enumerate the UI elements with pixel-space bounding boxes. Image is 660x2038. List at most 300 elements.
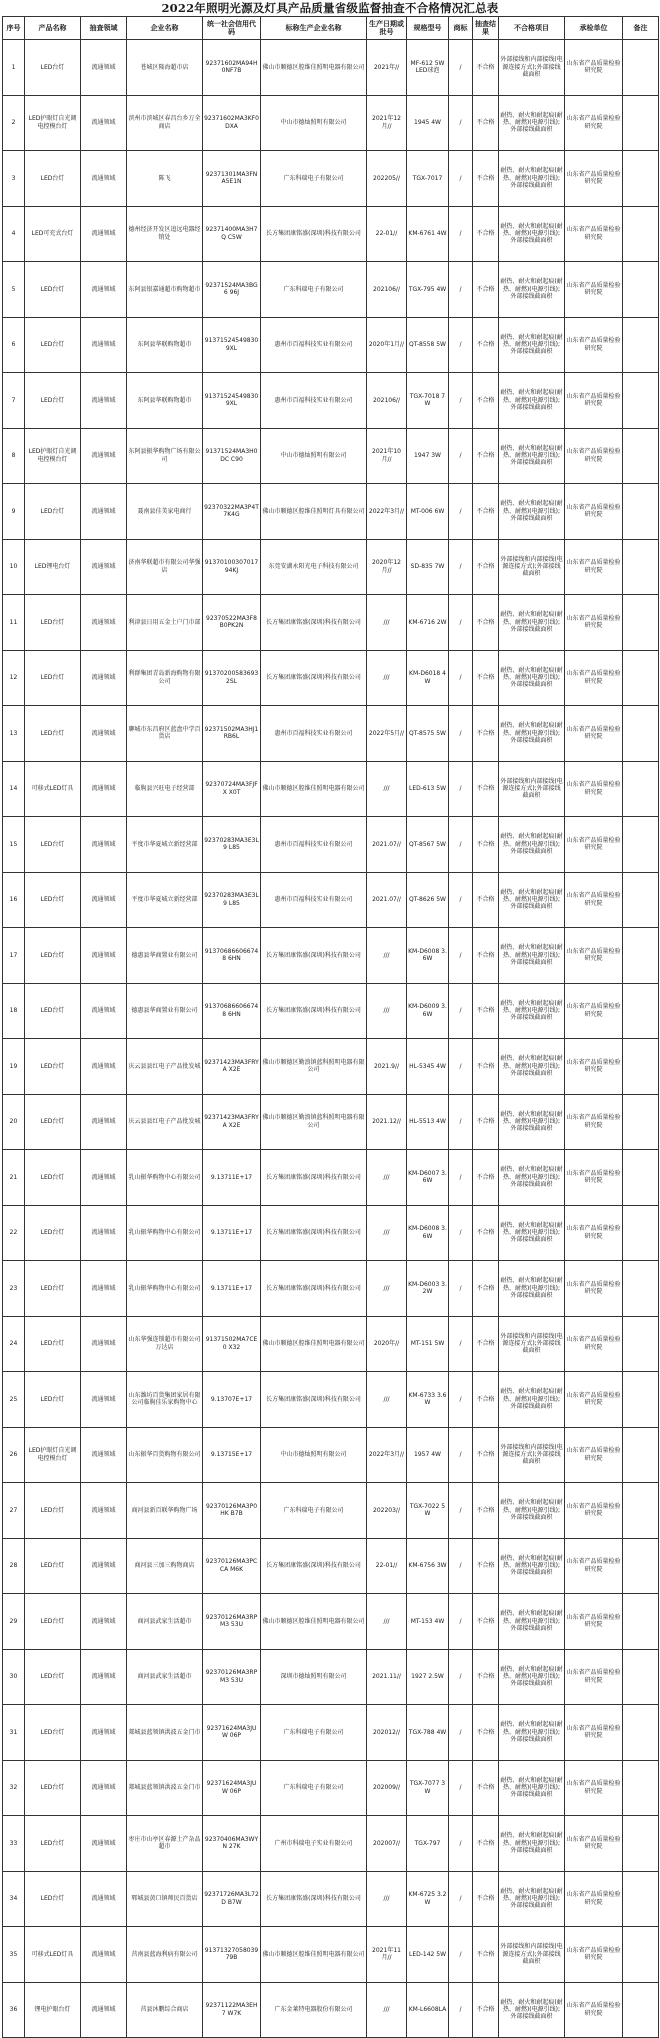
cell-testing-unit: 山东省产品质量检验研究院 [565, 817, 623, 873]
cell-credit-code: 92370406MA3WYN 27K [203, 1816, 261, 1872]
cell-manufacturer: 广东科瑞电子有限公司 [261, 1760, 367, 1816]
cell-remarks [623, 1316, 659, 1372]
cell-credit-code: 92370126MA3P0HK B7B [203, 1483, 261, 1539]
cell-credit-code: 9.13707E+17 [203, 1372, 261, 1428]
cell-sampling-field: 流通领域 [81, 983, 127, 1039]
cell-production-date: 2021年11月// [367, 1927, 407, 1983]
cell-product-name: LED护眼灯自光调电控模台灯 [25, 1427, 81, 1483]
cell-production-date: 2020年12月// [367, 539, 407, 595]
cell-product-name: LED台灯 [25, 373, 81, 429]
cell-model: 1947 3W [407, 428, 449, 484]
cell-model: 1957 4W [407, 1427, 449, 1483]
table-row [3, 1927, 659, 1983]
cell-credit-code: 92370126MA3PCCA M6K [203, 1538, 261, 1594]
cell-remarks [623, 1705, 659, 1761]
cell-index: 15 [3, 817, 25, 873]
cell-trademark: / [449, 1760, 473, 1816]
cell-credit-code: 9.13711E+17 [203, 1261, 261, 1317]
cell-failed-items: 耐热、耐火和耐起痕(耐热、耐燃)(电源引线);外部接线截面积 [499, 317, 565, 373]
cell-result: 不合格 [473, 539, 499, 595]
cell-production-date: /// [367, 1205, 407, 1261]
header-row [3, 17, 659, 40]
cell-testing-unit: 山东省产品质量检验研究院 [565, 1483, 623, 1539]
cell-failed-items: 外部接线和内部接线(电源连接方式);外部接线截面积 [499, 1427, 565, 1483]
cell-credit-code: 91370200583693 2SL [203, 650, 261, 706]
cell-sampling-field: 流通领域 [81, 1816, 127, 1872]
cell-testing-unit: 山东省产品质量检验研究院 [565, 761, 623, 817]
cell-production-date: 202009// [367, 1760, 407, 1816]
table-row [3, 262, 659, 318]
cell-product-name: LED台灯 [25, 1261, 81, 1317]
cell-model: MT-151 5W [407, 1316, 449, 1372]
table-row [3, 1372, 659, 1428]
cell-manufacturer: 佛山市顺德区勤浪镇蓝科照明电器有限公司 [261, 1039, 367, 1095]
cell-trademark: / [449, 484, 473, 540]
cell-result: 不合格 [473, 1927, 499, 1983]
cell-model: TGX-788 4W [407, 1705, 449, 1761]
cell-credit-code: 92370322MA3P4T7K4G [203, 484, 261, 540]
table-row [3, 373, 659, 429]
cell-product-name: LED台灯 [25, 1705, 81, 1761]
cell-testing-unit: 山东省产品质量检验研究院 [565, 262, 623, 318]
cell-testing-unit: 山东省产品质量检验研究院 [565, 1927, 623, 1983]
cell-remarks [623, 95, 659, 151]
cell-manufacturer: 广东科瑞电子有限公司 [261, 151, 367, 207]
cell-failed-items: 耐热、耐火和耐起痕(耐热、耐燃)(电源引线);外部接线截面积 [499, 95, 565, 151]
cell-index: 5 [3, 262, 25, 318]
cell-manufacturer: 佛山市顺德区腔维佳照明电器有限公司 [261, 40, 367, 96]
cell-result: 不合格 [473, 1094, 499, 1150]
cell-index: 33 [3, 1816, 25, 1872]
cell-product-name: LED护眼灯自光调电控模台灯 [25, 95, 81, 151]
cell-testing-unit: 山东省产品质量检验研究院 [565, 1649, 623, 1705]
cell-trademark: / [449, 1205, 473, 1261]
cell-model: KM-6733 3.6W [407, 1372, 449, 1428]
cell-credit-code: 92371502MA3HJ1RB6L [203, 706, 261, 762]
cell-failed-items: 耐热、耐火和耐起痕(耐热、耐燃)(电源引线);外部接线截面积 [499, 1594, 565, 1650]
cell-model: KM-6756 3W [407, 1538, 449, 1594]
cell-trademark: / [449, 1816, 473, 1872]
cell-product-name: LED台灯 [25, 484, 81, 540]
cell-company-name: 德惠县华商置业有限公司 [127, 928, 203, 984]
table-row [3, 539, 659, 595]
header-testing-unit: 承检单位 [565, 17, 623, 40]
cell-product-name: LED台灯 [25, 983, 81, 1039]
cell-company-name: 乳山振华购物中心有限公司 [127, 1150, 203, 1206]
cell-model: TGX-7077 3W [407, 1760, 449, 1816]
cell-result: 不合格 [473, 1705, 499, 1761]
cell-remarks [623, 1261, 659, 1317]
cell-result: 不合格 [473, 817, 499, 873]
cell-result: 不合格 [473, 1205, 499, 1261]
cell-failed-items: 耐热、耐火和耐起痕(耐热、耐燃)(电源引线);外部接线截面积 [499, 1538, 565, 1594]
table-row [3, 595, 659, 651]
cell-production-date: /// [367, 1594, 407, 1650]
table-row [3, 928, 659, 984]
cell-index: 19 [3, 1039, 25, 1095]
cell-production-date: 22-01// [367, 206, 407, 262]
cell-product-name: LED锂电台灯 [25, 539, 81, 595]
cell-index: 9 [3, 484, 25, 540]
cell-company-name: 陈飞 [127, 151, 203, 207]
table-row [3, 1427, 659, 1483]
cell-credit-code: 92370126MA3RPM3 53U [203, 1649, 261, 1705]
cell-remarks [623, 1205, 659, 1261]
cell-company-name: 商河县新百联华购物广场 [127, 1483, 203, 1539]
cell-product-name: LED台灯 [25, 706, 81, 762]
cell-company-name: 庆云县县红电子产品批发城 [127, 1039, 203, 1095]
cell-result: 不合格 [473, 484, 499, 540]
header-company-name: 企业名称 [127, 17, 203, 40]
cell-sampling-field: 流通领域 [81, 1760, 127, 1816]
cell-testing-unit: 山东省产品质量检验研究院 [565, 373, 623, 429]
cell-sampling-field: 流通领域 [81, 595, 127, 651]
cell-product-name: LED台灯 [25, 1205, 81, 1261]
cell-remarks [623, 872, 659, 928]
cell-index: 35 [3, 1927, 25, 1983]
cell-remarks [623, 706, 659, 762]
cell-testing-unit: 山东省产品质量检验研究院 [565, 595, 623, 651]
cell-result: 不合格 [473, 1427, 499, 1483]
cell-index: 34 [3, 1871, 25, 1927]
cell-manufacturer: 广东科瑞电子有限公司 [261, 1483, 367, 1539]
cell-failed-items: 耐热、耐火和耐起痕(耐热、耐燃)(电源引线);外部接线截面积 [499, 1205, 565, 1261]
cell-result: 不合格 [473, 40, 499, 96]
cell-model: KM-6761 4W [407, 206, 449, 262]
cell-model: HL-5345 4W [407, 1039, 449, 1095]
cell-company-name: 利群集团青岛新海购物有限公司 [127, 650, 203, 706]
cell-failed-items: 外部接线和内部接线(电源连接方式);外部接线截面积 [499, 1927, 565, 1983]
cell-trademark: / [449, 539, 473, 595]
cell-sampling-field: 流通领域 [81, 1982, 127, 2038]
cell-remarks [623, 373, 659, 429]
cell-product-name: LED台灯 [25, 817, 81, 873]
cell-production-date: /// [367, 595, 407, 651]
cell-credit-code: 92371400MA3H7Q C5W [203, 206, 261, 262]
cell-product-name: LED台灯 [25, 1760, 81, 1816]
cell-production-date: /// [367, 1871, 407, 1927]
cell-index: 24 [3, 1316, 25, 1372]
cell-manufacturer: 佛山市顺德区腔维佳照明电器有限公司 [261, 1927, 367, 1983]
cell-result: 不合格 [473, 1871, 499, 1927]
table-row [3, 428, 659, 484]
cell-manufacturer: 长方集团康铭盛(深圳)科技有限公司 [261, 1871, 367, 1927]
table-row [3, 1205, 659, 1261]
cell-remarks [623, 1816, 659, 1872]
table-row [3, 1039, 659, 1095]
cell-model: KM-D6018 4W [407, 650, 449, 706]
cell-credit-code: 91371327058039 79B [203, 1927, 261, 1983]
cell-production-date: /// [367, 1261, 407, 1317]
cell-testing-unit: 山东省产品质量检验研究院 [565, 1316, 623, 1372]
cell-production-date: 202205// [367, 151, 407, 207]
cell-index: 7 [3, 373, 25, 429]
cell-company-name: 山东潍坊百货集团家居有限公司临朐佳乐家购物中心 [127, 1372, 203, 1428]
cell-credit-code: 92371624MA3JUW 06P [203, 1760, 261, 1816]
cell-model: TGX-7017 [407, 151, 449, 207]
cell-company-name: 济南华联超市有限公司华强店 [127, 539, 203, 595]
cell-product-name: LED台灯 [25, 40, 81, 96]
cell-manufacturer: 广东金莱特电器股份有限公司 [261, 1982, 367, 2038]
cell-failed-items: 耐热、耐火和耐起痕(耐热、耐燃)(电源引线);外部接线截面积 [499, 1039, 565, 1095]
cell-index: 25 [3, 1372, 25, 1428]
cell-trademark: / [449, 706, 473, 762]
cell-testing-unit: 山东省产品质量检验研究院 [565, 1871, 623, 1927]
cell-product-name: LED台灯 [25, 1094, 81, 1150]
cell-company-name: 东阿县银嘉通超市购物超市 [127, 262, 203, 318]
cell-product-name: LED台灯 [25, 1871, 81, 1927]
cell-model: HL-5513 4W [407, 1094, 449, 1150]
cell-manufacturer: 长方集团康铭盛(深圳)科技有限公司 [261, 206, 367, 262]
cell-remarks [623, 539, 659, 595]
table-row [3, 872, 659, 928]
cell-model: KM-D6007 3.6W [407, 1150, 449, 1206]
cell-model: MT-153 4W [407, 1594, 449, 1650]
cell-result: 不合格 [473, 1372, 499, 1428]
cell-testing-unit: 山东省产品质量检验研究院 [565, 484, 623, 540]
cell-sampling-field: 流通领域 [81, 40, 127, 96]
cell-credit-code: 92371602MA94H0NF7B [203, 40, 261, 96]
cell-company-name: 枣庄市山亭区春源土产杂品超市 [127, 1816, 203, 1872]
cell-failed-items: 耐热、耐火和耐起痕(耐热、耐燃)(电源引线);外部接线截面积 [499, 1982, 565, 2038]
cell-production-date: /// [367, 983, 407, 1039]
cell-testing-unit: 山东省产品质量检验研究院 [565, 428, 623, 484]
cell-credit-code: 92371726MA3L72D B7W [203, 1871, 261, 1927]
cell-company-name: 商河县武家生活超市 [127, 1594, 203, 1650]
table-body [3, 40, 659, 2038]
cell-failed-items: 外部接线和内部接线(电源连接方式);外部接线截面积 [499, 761, 565, 817]
cell-company-name: 莒县沐鹏综合商店 [127, 1982, 203, 2038]
cell-sampling-field: 流通领域 [81, 650, 127, 706]
cell-credit-code: 92371602MA3KF0DXA [203, 95, 261, 151]
cell-trademark: / [449, 1316, 473, 1372]
cell-model: KM-L6608LA [407, 1982, 449, 2038]
cell-company-name: 东阿县振华购物广场有限公司 [127, 428, 203, 484]
cell-index: 8 [3, 428, 25, 484]
cell-production-date: 2021.12// [367, 1094, 407, 1150]
cell-result: 不合格 [473, 1982, 499, 2038]
cell-production-date: 2021.11// [367, 1649, 407, 1705]
cell-trademark: / [449, 1483, 473, 1539]
cell-credit-code: 92370126MA3RPM3 53U [203, 1594, 261, 1650]
cell-testing-unit: 山东省产品质量检验研究院 [565, 1427, 623, 1483]
cell-result: 不合格 [473, 373, 499, 429]
cell-failed-items: 耐热、耐火和耐起痕(耐热、耐燃)(电源引线);外部接线截面积 [499, 1483, 565, 1539]
table-row [3, 1760, 659, 1816]
cell-company-name: 商河县三加三购物商店 [127, 1538, 203, 1594]
cell-testing-unit: 山东省产品质量检验研究院 [565, 1261, 623, 1317]
cell-trademark: / [449, 872, 473, 928]
cell-testing-unit: 山东省产品质量检验研究院 [565, 95, 623, 151]
cell-index: 2 [3, 95, 25, 151]
cell-trademark: / [449, 1261, 473, 1317]
cell-trademark: / [449, 262, 473, 318]
cell-company-name: 东阿县华联购物超市 [127, 373, 203, 429]
cell-product-name: LED台灯 [25, 151, 81, 207]
cell-failed-items: 外部接线和内部接线(电源连接方式);外部接线截面积 [499, 40, 565, 96]
cell-manufacturer: 广州市科瑞电子实业有限公司 [261, 1816, 367, 1872]
cell-testing-unit: 山东省产品质量检验研究院 [565, 928, 623, 984]
cell-failed-items: 耐热、耐火和耐起痕(耐热、耐燃)(电源引线);外部接线截面积 [499, 262, 565, 318]
cell-product-name: LED台灯 [25, 1150, 81, 1206]
cell-remarks [623, 1372, 659, 1428]
cell-model: 1945 4W [407, 95, 449, 151]
cell-failed-items: 耐热、耐火和耐起痕(耐热、耐燃)(电源引线);外部接线截面积 [499, 1261, 565, 1317]
cell-trademark: / [449, 983, 473, 1039]
summary-table [2, 16, 659, 2038]
header-trademark: 商标 [449, 17, 473, 40]
cell-failed-items: 耐热、耐火和耐起痕(耐热、耐燃)(电源引线);外部接线截面积 [499, 206, 565, 262]
cell-product-name: LED台灯 [25, 1538, 81, 1594]
cell-credit-code: 92370283MA3E3L9 L85 [203, 872, 261, 928]
cell-product-name: LED台灯 [25, 595, 81, 651]
cell-trademark: / [449, 1871, 473, 1927]
cell-manufacturer: 长方集团康铭盛(深圳)科技有限公司 [261, 595, 367, 651]
cell-trademark: / [449, 206, 473, 262]
cell-company-name: 郯城县蓝领镇洪波五金门市 [127, 1760, 203, 1816]
cell-result: 不合格 [473, 1649, 499, 1705]
cell-result: 不合格 [473, 1039, 499, 1095]
cell-sampling-field: 流通领域 [81, 373, 127, 429]
cell-product-name: LED台灯 [25, 1372, 81, 1428]
cell-manufacturer: 佛山市顺德区腔维佳照明电器有限公司 [261, 1316, 367, 1372]
cell-production-date: 202106// [367, 262, 407, 318]
cell-model: LED-142 5W [407, 1927, 449, 1983]
cell-production-date: 2021年10月// [367, 428, 407, 484]
cell-result: 不合格 [473, 1594, 499, 1650]
cell-remarks [623, 484, 659, 540]
cell-result: 不合格 [473, 428, 499, 484]
cell-sampling-field: 流通领域 [81, 1594, 127, 1650]
cell-credit-code: 91371524549830 9XL [203, 317, 261, 373]
cell-remarks [623, 317, 659, 373]
cell-sampling-field: 流通领域 [81, 1927, 127, 1983]
cell-sampling-field: 流通领域 [81, 151, 127, 207]
cell-model: KM-6716 2W [407, 595, 449, 651]
cell-failed-items: 耐热、耐火和耐起痕(耐热、耐燃)(电源引线);外部接线截面积 [499, 1094, 565, 1150]
cell-credit-code: 92371122MA3EH7 W7K [203, 1982, 261, 2038]
cell-production-date: 2021年12月// [367, 95, 407, 151]
cell-production-date: /// [367, 1982, 407, 2038]
cell-model: QT-8567 5W [407, 817, 449, 873]
cell-product-name: 可移式LED灯具 [25, 761, 81, 817]
cell-model: TGX-797 [407, 1816, 449, 1872]
cell-manufacturer: 佛山市顺德区腔维佳照明电器有限公司 [261, 761, 367, 817]
cell-manufacturer: 惠州市百福科技实业有限公司 [261, 706, 367, 762]
table-row [3, 1649, 659, 1705]
cell-index: 10 [3, 539, 25, 595]
cell-failed-items: 外部接线和内部接线(电源连接方式);外部接线截面积 [499, 539, 565, 595]
table-row [3, 1094, 659, 1150]
cell-result: 不合格 [473, 983, 499, 1039]
cell-index: 14 [3, 761, 25, 817]
cell-sampling-field: 流通领域 [81, 928, 127, 984]
cell-testing-unit: 山东省产品质量检验研究院 [565, 539, 623, 595]
cell-manufacturer: 惠州市百福科技实业有限公司 [261, 817, 367, 873]
cell-product-name: 可移式LED灯具 [25, 1927, 81, 1983]
cell-remarks [623, 262, 659, 318]
cell-remarks [623, 1427, 659, 1483]
cell-company-name: 聊城市东昌府区蓝盘中学百货店 [127, 706, 203, 762]
cell-model: TGX-795 4W [407, 262, 449, 318]
cell-index: 21 [3, 1150, 25, 1206]
cell-failed-items: 耐热、耐火和耐起痕(耐热、耐燃)(电源引线);外部接线截面积 [499, 650, 565, 706]
cell-manufacturer: 长方集团康铭盛(深圳)科技有限公司 [261, 650, 367, 706]
table-row [3, 317, 659, 373]
cell-sampling-field: 流通领域 [81, 1649, 127, 1705]
cell-production-date: 202012// [367, 1705, 407, 1761]
table-row [3, 983, 659, 1039]
cell-index: 6 [3, 317, 25, 373]
cell-sampling-field: 流通领域 [81, 1150, 127, 1206]
cell-product-name: LED台灯 [25, 928, 81, 984]
cell-credit-code: 913706866066748 6HN [203, 928, 261, 984]
cell-company-name: 庆云县县红电子产品批发城 [127, 1094, 203, 1150]
cell-model: KM-D6008 3.6W [407, 928, 449, 984]
cell-trademark: / [449, 373, 473, 429]
table-row [3, 1705, 659, 1761]
cell-remarks [623, 1538, 659, 1594]
cell-credit-code: 91371524MA3H0DC C90 [203, 428, 261, 484]
cell-failed-items: 耐热、耐火和耐起痕(耐热、耐燃)(电源引线);外部接线截面积 [499, 1760, 565, 1816]
cell-sampling-field: 流通领域 [81, 1372, 127, 1428]
cell-trademark: / [449, 1039, 473, 1095]
cell-sampling-field: 流通领域 [81, 539, 127, 595]
header-product-name: 产品名称 [25, 17, 81, 40]
cell-result: 不合格 [473, 1538, 499, 1594]
table-row [3, 1150, 659, 1206]
cell-credit-code: 92371301MA3FNA5E1N [203, 151, 261, 207]
cell-product-name: 锂电护眼台灯 [25, 1982, 81, 2038]
cell-sampling-field: 流通领域 [81, 428, 127, 484]
cell-remarks [623, 1760, 659, 1816]
cell-result: 不合格 [473, 151, 499, 207]
cell-trademark: / [449, 817, 473, 873]
cell-production-date: /// [367, 1372, 407, 1428]
cell-index: 22 [3, 1205, 25, 1261]
cell-production-date: 202106// [367, 373, 407, 429]
cell-sampling-field: 流通领域 [81, 1427, 127, 1483]
cell-index: 20 [3, 1094, 25, 1150]
cell-model: QT-8558 5W [407, 317, 449, 373]
cell-sampling-field: 流通领域 [81, 1039, 127, 1095]
cell-credit-code: 9.13711E+17 [203, 1150, 261, 1206]
cell-failed-items: 耐热、耐火和耐起痕(耐热、耐燃)(电源引线);外部接线截面积 [499, 1871, 565, 1927]
cell-failed-items: 耐热、耐火和耐起痕(耐热、耐燃)(电源引线);外部接线截面积 [499, 428, 565, 484]
table-row [3, 1261, 659, 1317]
cell-company-name: 聂南县佳美家电商行 [127, 484, 203, 540]
header-manufacturer: 标称生产企业名称 [261, 17, 367, 40]
cell-product-name: LED台灯 [25, 262, 81, 318]
cell-company-name: 东阿县华联购物超市 [127, 317, 203, 373]
cell-trademark: / [449, 1372, 473, 1428]
cell-trademark: / [449, 1927, 473, 1983]
cell-company-name: 郯城县蓝领镇洪波五金门市 [127, 1705, 203, 1761]
cell-trademark: / [449, 761, 473, 817]
cell-remarks [623, 151, 659, 207]
cell-product-name: LED台灯 [25, 1816, 81, 1872]
cell-result: 不合格 [473, 1483, 499, 1539]
cell-company-name: 临朐县兴旺电子经营部 [127, 761, 203, 817]
cell-testing-unit: 山东省产品质量检验研究院 [565, 1205, 623, 1261]
cell-result: 不合格 [473, 1316, 499, 1372]
cell-failed-items: 耐热、耐火和耐起痕(耐热、耐燃)(电源引线);外部接线截面积 [499, 484, 565, 540]
header-failed-items: 不合格项目 [499, 17, 565, 40]
cell-manufacturer: 佛山市顺德区勤浪镇蓝科照明电器有限公司 [261, 1094, 367, 1150]
cell-trademark: / [449, 95, 473, 151]
cell-result: 不合格 [473, 761, 499, 817]
cell-failed-items: 耐热、耐火和耐起痕(耐热、耐燃)(电源引线);外部接线截面积 [499, 1816, 565, 1872]
